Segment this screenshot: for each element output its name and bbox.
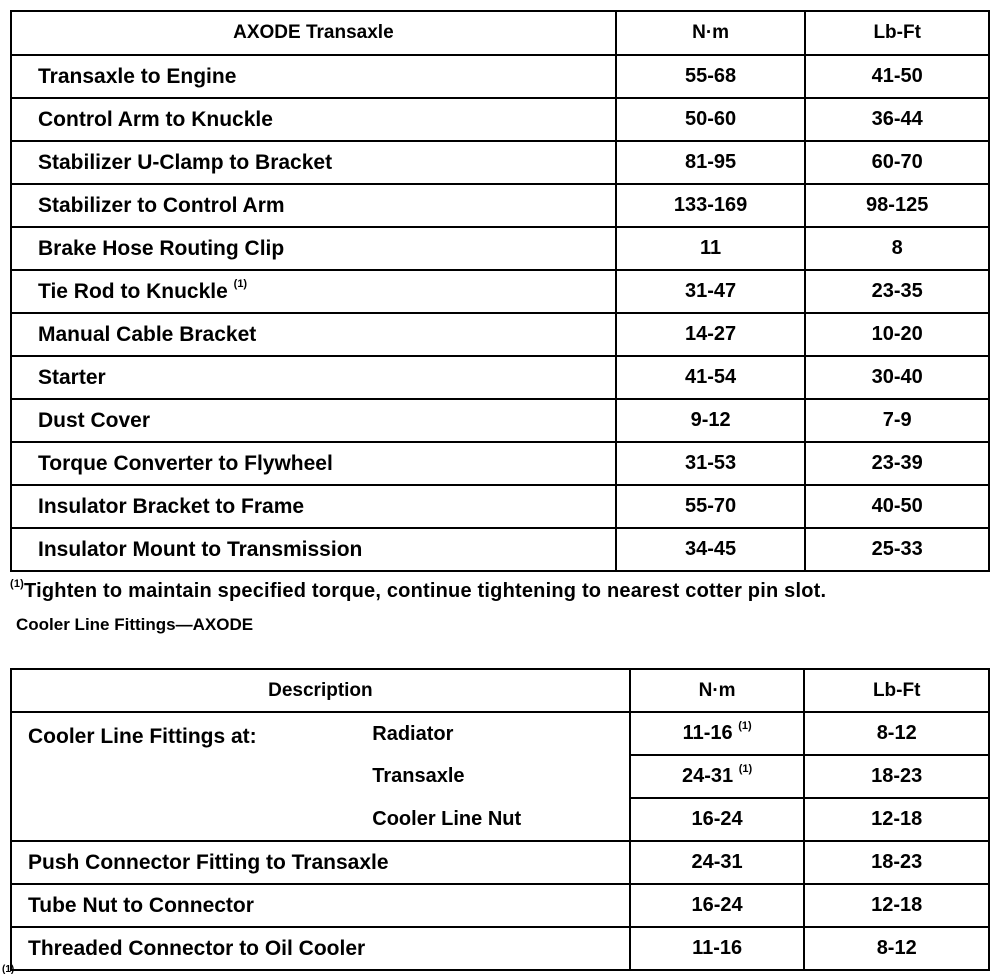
row-lbft: 12-18 (804, 798, 989, 841)
table-row (11, 485, 989, 528)
row-description: Brake Hose Routing Clip (11, 227, 616, 270)
row-lbft: 8-12 (804, 712, 989, 755)
footnote-text: Tighten to maintain specified torque, continue tightening to nearest cotter pin slot. (24, 580, 827, 602)
row-lbft: 60-70 (805, 141, 989, 184)
header-description: AXODE Transaxle (11, 11, 616, 55)
table-header-row (11, 669, 989, 712)
footnote-ref: (1) (738, 763, 753, 775)
row-nm: 9-12 (616, 399, 806, 442)
header-nm: N·m (630, 669, 805, 712)
header-lbft: Lb-Ft (804, 669, 989, 712)
sub-description: Transaxle (360, 755, 630, 798)
table-row (11, 98, 989, 141)
row-nm: 11 (616, 227, 806, 270)
row-description: Transaxle to Engine (11, 55, 616, 98)
table-row (11, 528, 989, 571)
row-nm: 55-70 (616, 485, 806, 528)
row-lbft: 10-20 (805, 313, 989, 356)
row-description: Insulator Bracket to Frame (11, 485, 616, 528)
row-lbft: 8 (805, 227, 989, 270)
header-nm: N·m (616, 11, 806, 55)
table-row (11, 270, 989, 313)
table-row (11, 184, 989, 227)
table-row (11, 313, 989, 356)
footnote-marker: (1) (10, 578, 25, 590)
row-description: Torque Converter to Flywheel (11, 442, 616, 485)
row-nm: 50-60 (616, 98, 806, 141)
table-row (11, 841, 989, 884)
row-description-text: Tie Rod to Knuckle (38, 279, 228, 303)
row-lbft: 98-125 (805, 184, 989, 227)
footnote-ref: (1) (233, 277, 248, 290)
table-row (11, 712, 989, 755)
row-lbft: 23-35 (805, 270, 989, 313)
table-row (11, 399, 989, 442)
row-nm: 41-54 (616, 356, 806, 399)
row-description: Control Arm to Knuckle (11, 98, 616, 141)
row-description: Stabilizer U-Clamp to Bracket (11, 141, 616, 184)
row-nm: 16-24 (630, 884, 805, 927)
row-nm: 24-31 (630, 841, 805, 884)
row-description: Tube Nut to Connector (11, 884, 630, 927)
table-row (11, 356, 989, 399)
sub-description: Cooler Line Nut (360, 798, 630, 841)
row-lbft: 18-23 (804, 841, 989, 884)
row-nm: 31-47 (616, 270, 806, 313)
row-lbft: 18-23 (804, 755, 989, 798)
row-description: Dust Cover (11, 399, 616, 442)
row-nm (630, 755, 805, 798)
row-lbft: 23-39 (805, 442, 989, 485)
row-description: Manual Cable Bracket (11, 313, 616, 356)
footnote-ref: (1) (738, 720, 752, 732)
table-header-row (11, 11, 989, 55)
sub-description: Radiator (360, 712, 630, 755)
row-lbft: 7-9 (805, 399, 989, 442)
table-row (11, 442, 989, 485)
row-nm: 81-95 (616, 141, 806, 184)
row-lbft: 36-44 (805, 98, 989, 141)
table-row (11, 141, 989, 184)
row-description: Starter (11, 356, 616, 399)
header-lbft: Lb-Ft (805, 11, 989, 55)
group-label: Cooler Line Fittings at: (11, 712, 360, 841)
cooler-line-fittings-table (10, 668, 990, 971)
row-description (11, 270, 616, 313)
row-description: Push Connector Fitting to Transaxle (11, 841, 630, 884)
table-row (11, 55, 989, 98)
row-nm: 16-24 (630, 798, 805, 841)
row-nm: 133-169 (616, 184, 806, 227)
row-lbft: 30-40 (805, 356, 989, 399)
row-nm: 14-27 (616, 313, 806, 356)
row-nm: 55-68 (616, 55, 806, 98)
row-lbft: 25-33 (805, 528, 989, 571)
table-row (11, 884, 989, 927)
bottom-footnote-mark: (1) (2, 964, 15, 975)
row-lbft: 12-18 (804, 884, 989, 927)
row-lbft: 41-50 (805, 55, 989, 98)
row-nm-value: 11-16 (682, 722, 733, 744)
table-row (11, 227, 989, 270)
table-row (11, 927, 989, 970)
row-description: Insulator Mount to Transmission (11, 528, 616, 571)
axode-torque-table (10, 10, 990, 572)
row-nm-value: 24-31 (682, 765, 734, 787)
row-lbft: 40-50 (805, 485, 989, 528)
row-nm (630, 712, 805, 755)
section-caption: Cooler Line Fittings—AXODE (16, 615, 254, 634)
row-description: Threaded Connector to Oil Cooler (11, 927, 630, 970)
footnote (10, 580, 826, 603)
header-description: Description (11, 669, 630, 712)
row-description: Stabilizer to Control Arm (11, 184, 616, 227)
row-nm: 31-53 (616, 442, 806, 485)
row-nm: 11-16 (630, 927, 805, 970)
row-lbft: 8-12 (804, 927, 989, 970)
row-nm: 34-45 (616, 528, 806, 571)
